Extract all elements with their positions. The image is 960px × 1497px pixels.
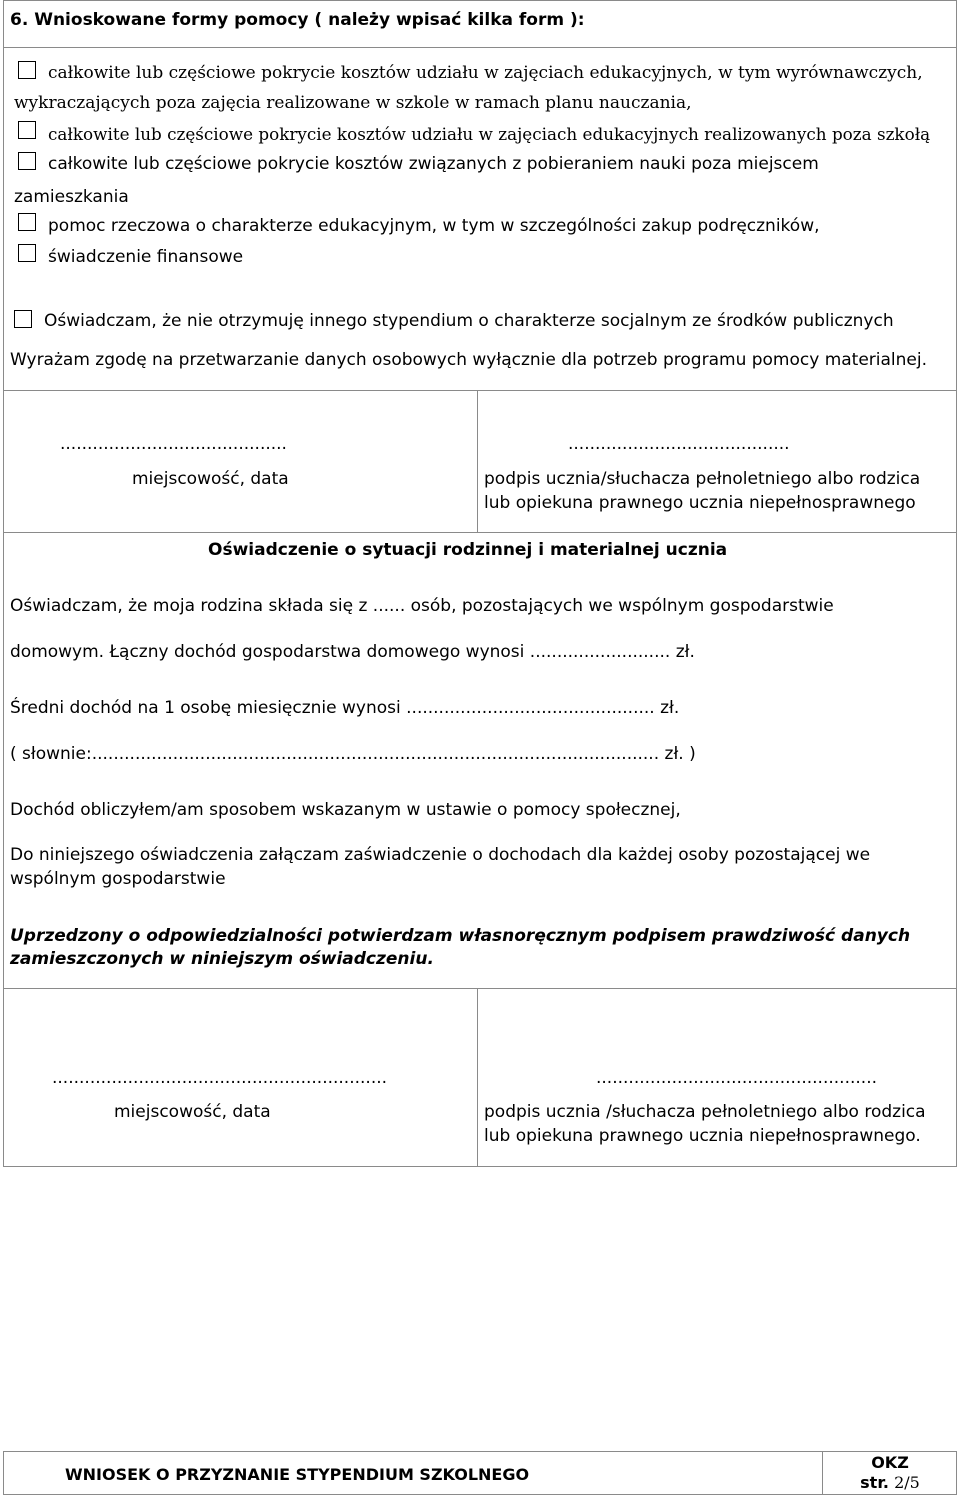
- footer-left-border: [3, 1451, 4, 1495]
- border-top: [3, 0, 957, 1]
- signature1-signature-label-1: podpis ucznia/słuchacza pełnoletniego albo rodzica: [484, 469, 921, 489]
- attachment-line-2: wspólnym gospodarstwie: [10, 869, 226, 889]
- family-size-line: Oświadczam, że moja rodzina składa się z ...... osób, pozostających we wspólnym gospodarstwie: [10, 596, 834, 616]
- checkbox-declaration[interactable]: [14, 310, 32, 328]
- signature2-signature-dots: ....................................................: [596, 1068, 877, 1088]
- checkbox-option-4[interactable]: [18, 213, 36, 231]
- signature1-column-divider: [477, 390, 478, 532]
- signature2-place-date-dots: ..............................................................: [52, 1068, 388, 1088]
- footer-code: OKZ: [871, 1453, 909, 1472]
- option-1-line-2: wykraczających poza zajęcia realizowane w szkole w ramach planu nauczania,: [14, 93, 692, 113]
- option-5-line-1: świadczenie finansowe: [48, 247, 244, 267]
- attachment-line-1: Do niniejszego oświadczenia załączam zaświadczenie o dochodach dla każdej osoby pozostającej we: [10, 845, 871, 865]
- signature2-top-divider: [3, 988, 957, 989]
- footer-title: WNIOSEK O PRZYZNANIE STYPENDIUM SZKOLNEGO: [65, 1465, 530, 1484]
- option-2-line-1: całkowite lub częściowe pokrycie kosztów udziału w zajęciach edukacyjnych realizowanych poza szkołą: [48, 124, 931, 144]
- border-left: [3, 0, 4, 1166]
- average-income-line: Średni dochód na 1 osobę miesięcznie wynosi .............................................. zł.: [10, 698, 680, 718]
- option-1-line-1: całkowite lub częściowe pokrycie kosztów udziału w zajęciach edukacyjnych, w tym wyrównawczych,: [48, 63, 923, 83]
- signature2-column-divider: [477, 988, 478, 1166]
- signature2-place-date-label: miejscowość, data: [114, 1102, 271, 1122]
- consent-text: Wyrażam zgodę na przetwarzanie danych osobowych wyłącznie dla potrzeb programu pomocy materialnej.: [10, 350, 928, 370]
- signature1-bottom-divider: [3, 532, 957, 533]
- option-3-line-2: zamieszkania: [14, 187, 129, 207]
- footer: [3, 1451, 957, 1495]
- signature1-place-date-dots: ..........................................: [60, 434, 287, 454]
- checkbox-option-3[interactable]: [18, 152, 36, 170]
- checkbox-option-2[interactable]: [18, 121, 36, 139]
- footer-top-border: [3, 1451, 957, 1452]
- liability-warning-line-2: zamieszczonych w niniejszym oświadczeniu.: [10, 949, 434, 969]
- option-3-line-1: całkowite lub częściowe pokrycie kosztów związanych z pobieraniem nauki poza miejscem: [48, 154, 819, 174]
- amount-in-words-line: ( słownie:......................................................................................................... zł. ): [10, 744, 696, 764]
- signature1-signature-label-2: lub opiekuna prawnego ucznia niepełnosprawnego: [484, 493, 916, 513]
- footer-page-number: [823, 1473, 957, 1493]
- option-4-line-1: pomoc rzeczowa o charakterze edukacyjnym, w tym w szczególności zakup podręczników,: [48, 216, 820, 236]
- section-heading: 6. Wnioskowane formy pomocy ( należy wpisać kilka form ):: [10, 10, 585, 30]
- income-method-line: Dochód obliczyłem/am sposobem wskazanym w ustawie o pomocy społecznej,: [10, 800, 681, 820]
- signature1-place-date-label: miejscowość, data: [132, 469, 289, 489]
- signature2-signature-label-1: podpis ucznia /słuchacza pełnoletniego albo rodzica: [484, 1102, 926, 1122]
- footer-bottom-border: [3, 1494, 957, 1495]
- border-right: [956, 0, 957, 1166]
- declaration-text: Oświadczam, że nie otrzymuję innego stypendium o charakterze socjalnym ze środków publicznych: [44, 311, 894, 331]
- checkbox-option-1[interactable]: [18, 61, 36, 79]
- signature2-bottom-divider: [3, 1166, 957, 1167]
- signature1-signature-dots: .........................................: [568, 434, 790, 454]
- signature2-signature-label-2: lub opiekuna prawnego ucznia niepełnosprawnego.: [484, 1126, 921, 1146]
- heading-divider: [3, 47, 957, 48]
- footer-page-value: 2/5: [894, 1473, 920, 1492]
- family-statement-title: Oświadczenie o sytuacji rodzinnej i materialnej ucznia: [208, 540, 728, 560]
- footer-page-prefix: str.: [860, 1473, 889, 1492]
- signature1-top-divider: [3, 390, 957, 391]
- household-income-line: domowym. Łączny dochód gospodarstwa domowego wynosi .......................... zł.: [10, 642, 695, 662]
- liability-warning-line-1: Uprzedzony o odpowiedzialności potwierdzam własnoręcznym podpisem prawdziwość danych: [10, 926, 911, 946]
- checkbox-option-5[interactable]: [18, 244, 36, 262]
